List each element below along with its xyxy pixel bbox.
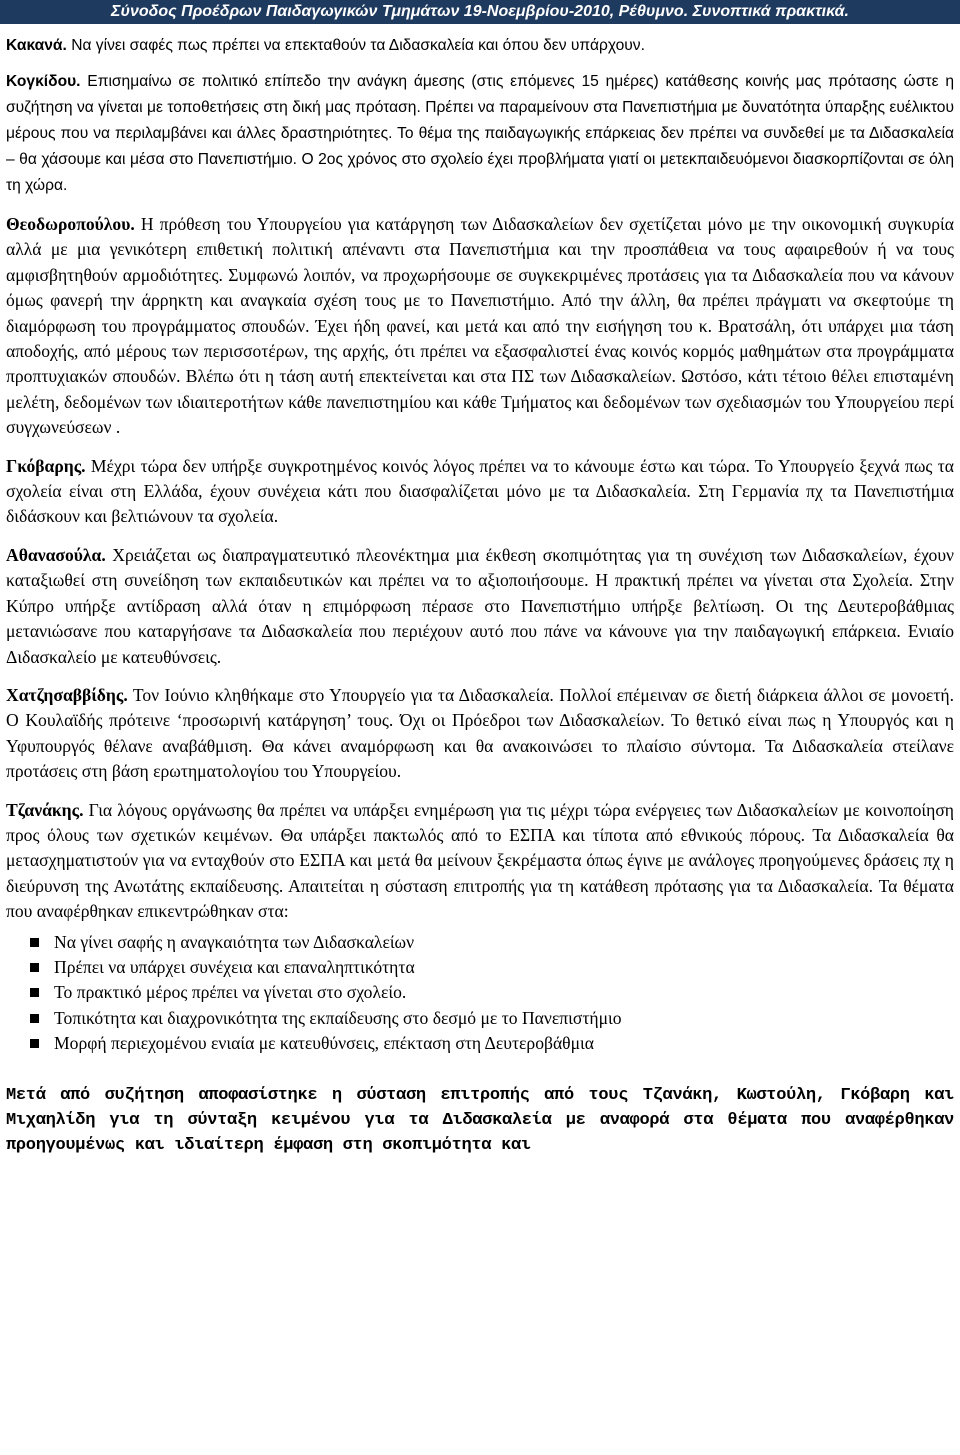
paragraph-text: Χρειάζεται ως διαπραγματευτικό πλεονέκτημα μια έκθεση σκοπιμότητας για τη συνέχιση των Διδασκαλείων, έχουν καταξιωθεί στη συνείδηση των εκπαιδευτικών και πρέπει να το αξιοποιήσουμε. Η πρακτική πρέπει να γίνεται στα Σχολεία. Στην Κύπρο υπήρξε αντίδραση αλλά όταν η επιμόρφωση πέρασε στο Πανεπιστήμιο υπήρξε βελτίωση. Οι της Δευτεροβάθμιας μετανιώσανε που καταργήσανε τα Διδασκαλεία που περιέχουν αυτό που πάνε να κάνουνε για την παιδαγωγική επάρκεια. Ενιαίο Διδασκαλείο με κατευθύνσεις. <box>6 544 954 667</box>
paragraph-text: Για λόγους οργάνωσης θα πρέπει να υπάρξει ενημέρωση για τις μέχρι τώρα ενέργειες των Διδασκαλείων με κοινοποίηση προς όλους των σχετικών κειμένων. Θα υπάρξει πακτωλός από το ΕΣΠΑ και τίποτα από εθνικούς πόρους. Τα Διδασκαλεία θα μετασχηματιστούν για να ενταχθούν στο ΕΣΠΑ και μετά θα μείνουν ξεκρέμαστα όπως έγινε με ανάλογες προηγούμενες δράσεις πχ η διεύρυνση της Ανωτάτης εκπαίδευσης. Απαιτείται η σύσταση επιτροπής για τη κατάθεση πρότασης για τα Διδασκαλεία. Τα θέματα που αναφέρθηκαν επικεντρώθηκαν στα: <box>6 799 955 922</box>
paragraph-chatzisavvidis <box>6 683 954 785</box>
square-bullet-icon <box>30 938 39 947</box>
square-bullet-icon <box>30 1014 39 1023</box>
speaker-name: Κογκίδου. <box>6 73 81 90</box>
list-item <box>30 930 954 955</box>
list-item <box>30 1031 954 1056</box>
square-bullet-icon <box>30 988 39 997</box>
list-item-text: Μορφή περιεχομένου ενιαία με κατευθύνσεις, επέκταση στη Δευτεροβάθμια <box>54 1033 594 1054</box>
paragraph-text: Επισημαίνω σε πολιτικό επίπεδο την ανάγκη άμεσης (στις επόμενες 15 ημέρες) κατάθεσης κοινής μας πρότασης ώστε η συζήτηση να γίνεται με τοποθετήσεις στη δική μας πρόταση. Πρέπει να παραμείνουν στα Πανεπιστήμια με δυνατότητα ύπαρξης ευέλικτου μέρους που να περιλαμβάνει και άλλες δραστηριότητες. Το θέμα της παιδαγωγικής επάρκειας δεν πρέπει να συνδεθεί με τα Διδασκαλεία – θα χάσουμε και μέσα στο Πανεπιστήμιο. Ο 2ος χρόνος στο σχολείο έχει προβλήματα γιατί οι μετεκπαιδευόμενοι διασκορπίζονται σε όλη τη χώρα. <box>6 73 954 194</box>
list-item <box>30 980 954 1005</box>
document-body <box>0 24 960 1159</box>
paragraph-text: Μέχρι τώρα δεν υπήρξε συγκροτημένος κοινός λόγος πρέπει να το κάνουμε έστω και τώρα. Το Υπουργείο ξεχνά πως τα σχολεία είναι στη Ελλάδα, έχουν συνέχεια κάτι που διασφαλίζεται μόνο με τα Διδασκαλεία. Στη Γερμανία πχ τα Πανεπιστήμια διδάσκουν και βελτιώνουν τα σχολεία. <box>6 455 954 527</box>
list-item-text: Να γίνει σαφής η αναγκαιότητα των Διδασκαλείων <box>54 931 415 952</box>
speaker-name: Τζανάκης. <box>6 799 84 820</box>
list-item <box>30 955 954 980</box>
speaker-name: Κακανά. <box>6 37 67 54</box>
paragraph-athanasoula <box>6 543 954 670</box>
speaker-name: Αθανασούλα. <box>6 544 106 565</box>
paragraph-kakana <box>6 33 954 59</box>
paragraph-text: Τον Ιούνιο κληθήκαμε στο Υπουργείο για τα Διδασκαλεία. Πολλοί επέμειναν σε διετή διάρκεια άλλοι σε μονοετή. Ο Κουλαϊδής πρότεινε ‘προσωρινή κατάργηση’ τους. Όχι οι Πρόεδροι των Διδασκαλείων. Το θετικό είναι πως η Υπουργός και η Υφυπουργός θέλανε αναβάθμιση. Θα κάνει αναμόρφωση και θα ανακοινώσει το πλαίσιο σύντομα. Τα Διδασκαλεία στείλανε προτάσεις στη βάση ερωτηματολογίου του Υπουργείου. <box>6 684 954 782</box>
speaker-name: Χατζησαββίδης. <box>6 684 128 705</box>
document-header <box>0 0 960 24</box>
header-title: Σύνοδος Προέδρων Παιδαγωγικών Τμημάτων 19-Νοεμβρίου-2010, Ρέθυμνο. Συνοπτικά πρακτικά. <box>111 3 849 20</box>
list-item <box>30 1006 954 1031</box>
list-item-text: Το πρακτικό μέρος πρέπει να γίνεται στο σχολείο. <box>54 982 407 1003</box>
paragraph-govaris <box>6 454 954 530</box>
paragraph-kogkidou <box>6 69 954 199</box>
speaker-name: Γκόβαρης. <box>6 455 86 476</box>
square-bullet-icon <box>30 1039 39 1048</box>
square-bullet-icon <box>30 963 39 972</box>
paragraph-theodoropoulou <box>6 212 954 441</box>
paragraph-text: Να γίνει σαφές πως πρέπει να επεκταθούν τα Διδασκαλεία και όπου δεν υπάρχουν. <box>71 37 645 54</box>
paragraph-tzanakis <box>6 798 954 925</box>
topics-list <box>6 930 954 1057</box>
speaker-name: Θεοδωροπούλου. <box>6 214 135 234</box>
list-item-text: Πρέπει να υπάρχει συνέχεια και επαναληπτικότητα <box>54 956 415 977</box>
list-item-text: Τοπικότητα και διαχρονικότητα της εκπαίδευσης στο δεσμό με το Πανεπιστήμιο <box>54 1007 622 1028</box>
decision-paragraph: Μετά από συζήτηση αποφασίστηκε η σύσταση επιτροπής από τους Τζανάκη, Κωστούλη, Γκόβαρη και Μιχαηλίδη για τη σύνταξη κειμένου για τα Διδασκαλεία με αναφορά στα θέματα που αναφέρθηκαν προηγουμένως και ιδιαίτερη έμφαση στη σκοπιμότητα και <box>6 1085 954 1156</box>
paragraph-text: Η πρόθεση του Υπουργείου για κατάργηση των Διδασκαλείων δεν σχετίζεται μόνο με την οικονομική συγκυρία αλλά με μια γενικότερη επιθετική πολιτική απέναντι στα Πανεπιστήμια και την προσπάθεια να τους αφαιρεθούν ή να τους αμφισβητηθούν αρμοδιότητες. Συμφωνώ λοιπόν, να προχωρήσουμε σε συγκεκριμένες προτάσεις για τα Διδασκαλεία που να κάνουν όμως φανερή την άρρηκτη και αναγκαία σχέση τους με το Πανεπιστήμιο. Από την άλλη, θα πρέπει πράγματι να σκεφτούμε τη διαμόρφωση του προγράμματος σπουδών. Έχει ήδη φανεί, και μετά και από την εισήγηση του κ. Βρατσάλη, ότι υπάρχει μια τάση αποδοχής, από μέρους των περισσοτέρων, της αρχής, ότι πρέπει να εξασφαλιστεί ένας κοινός κορμός μαθημάτων στα προγράμματα προπτυχιακών σπουδών. Βλέπω ότι η τάση αυτή επεκτείνεται και στα ΠΣ των Διδασκαλείων. Ωστόσο, κάτι τέτοιο θέλει επισταμένη μελέτη, δεδομένων των ιδιαιτεροτήτων κάθε πανεπιστημίου και κάθε Τμήματος και δεδομένων των σχεδιασμών του Υπουργείου περί συγχωνεύσεων . <box>6 214 954 438</box>
